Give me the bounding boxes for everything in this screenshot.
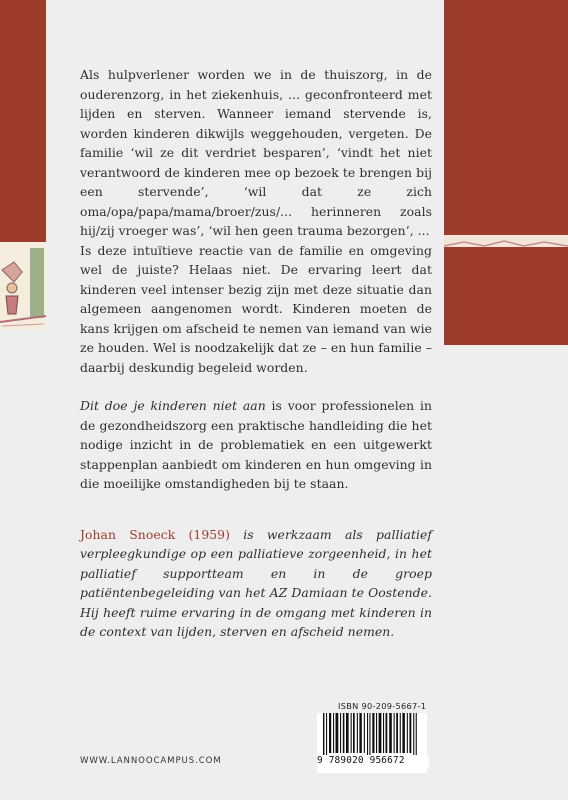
author-name: Johan Snoeck (1959)	[80, 526, 231, 542]
author-bio: is werkzaam als palliatief verpleegkundige op een palliatieve zorgeenheid, in het palliatief supportteam en in de groep patiëntenbegeleiding van het AZ Damiaan te Oostende. Hij heeft ruime ervaring in de omgang met kinderen in de context van lijden, sterven en afscheid nemen.	[80, 526, 433, 639]
question-paragraph: Is deze intuïtieve reactie van de familie en omgeving wel de juiste? Helaas niet. De ervaring leert dat kinderen veel intenser bezig zijn met deze situatie dan algemeen aangenomen wordt. Kinderen moeten de kans krijgen om afscheid te nemen van iemand van wie ze houden. Wel is noodzakelijk dat ze – en hun familie – daarbij deskundig begeleid worden.	[80, 242, 432, 375]
author-paragraph	[80, 525, 432, 642]
book-title: Dit doe je kinderen niet aan	[80, 398, 266, 413]
book-description-paragraph	[80, 396, 432, 494]
barcode-bars	[317, 713, 427, 757]
back-cover-text	[80, 65, 432, 642]
child-drawing-fragment	[444, 238, 568, 247]
book-description-text: is voor professionelen in de gezondheidszorg een praktische handleiding die het nodige inzicht in de problematiek en een uitgewerkt stappenplan aanbiedt om kinderen en hun omgeving in die moeilijke omstandigheden bij te staan.	[80, 398, 432, 491]
child-drawing-illustration	[0, 242, 46, 330]
drawing-strip-left	[0, 242, 46, 330]
isbn-label: ISBN 90-209-5667-1	[338, 701, 427, 711]
publisher-website: WWW.LANNOOCAMPUS.COM	[80, 756, 222, 766]
cover-band-right	[444, 0, 568, 345]
barcode-digits: 9 789020 956672	[317, 755, 429, 767]
drawing-strip-right	[444, 235, 568, 247]
cover-band-left	[0, 0, 46, 242]
intro-paragraph: Als hulpverlener worden we in de thuiszorg, in de ouderenzorg, in het ziekenhuis, ... geconfronteerd met lijden en sterven. Wanneer iemand stervende is, worden kinderen dikwijls weggehouden, vergeten. De familie ‘wil ze dit verdriet besparen’, ‘vindt het niet verantwoord de kinderen mee op bezoek te brengen bij een stervende’, ‘wil dat ze zich oma/opa/papa/mama/broer/zus/... herinneren zoals hij/zij vroeger was’, ‘wil hen geen trauma bezorgen’, ...	[80, 67, 432, 238]
